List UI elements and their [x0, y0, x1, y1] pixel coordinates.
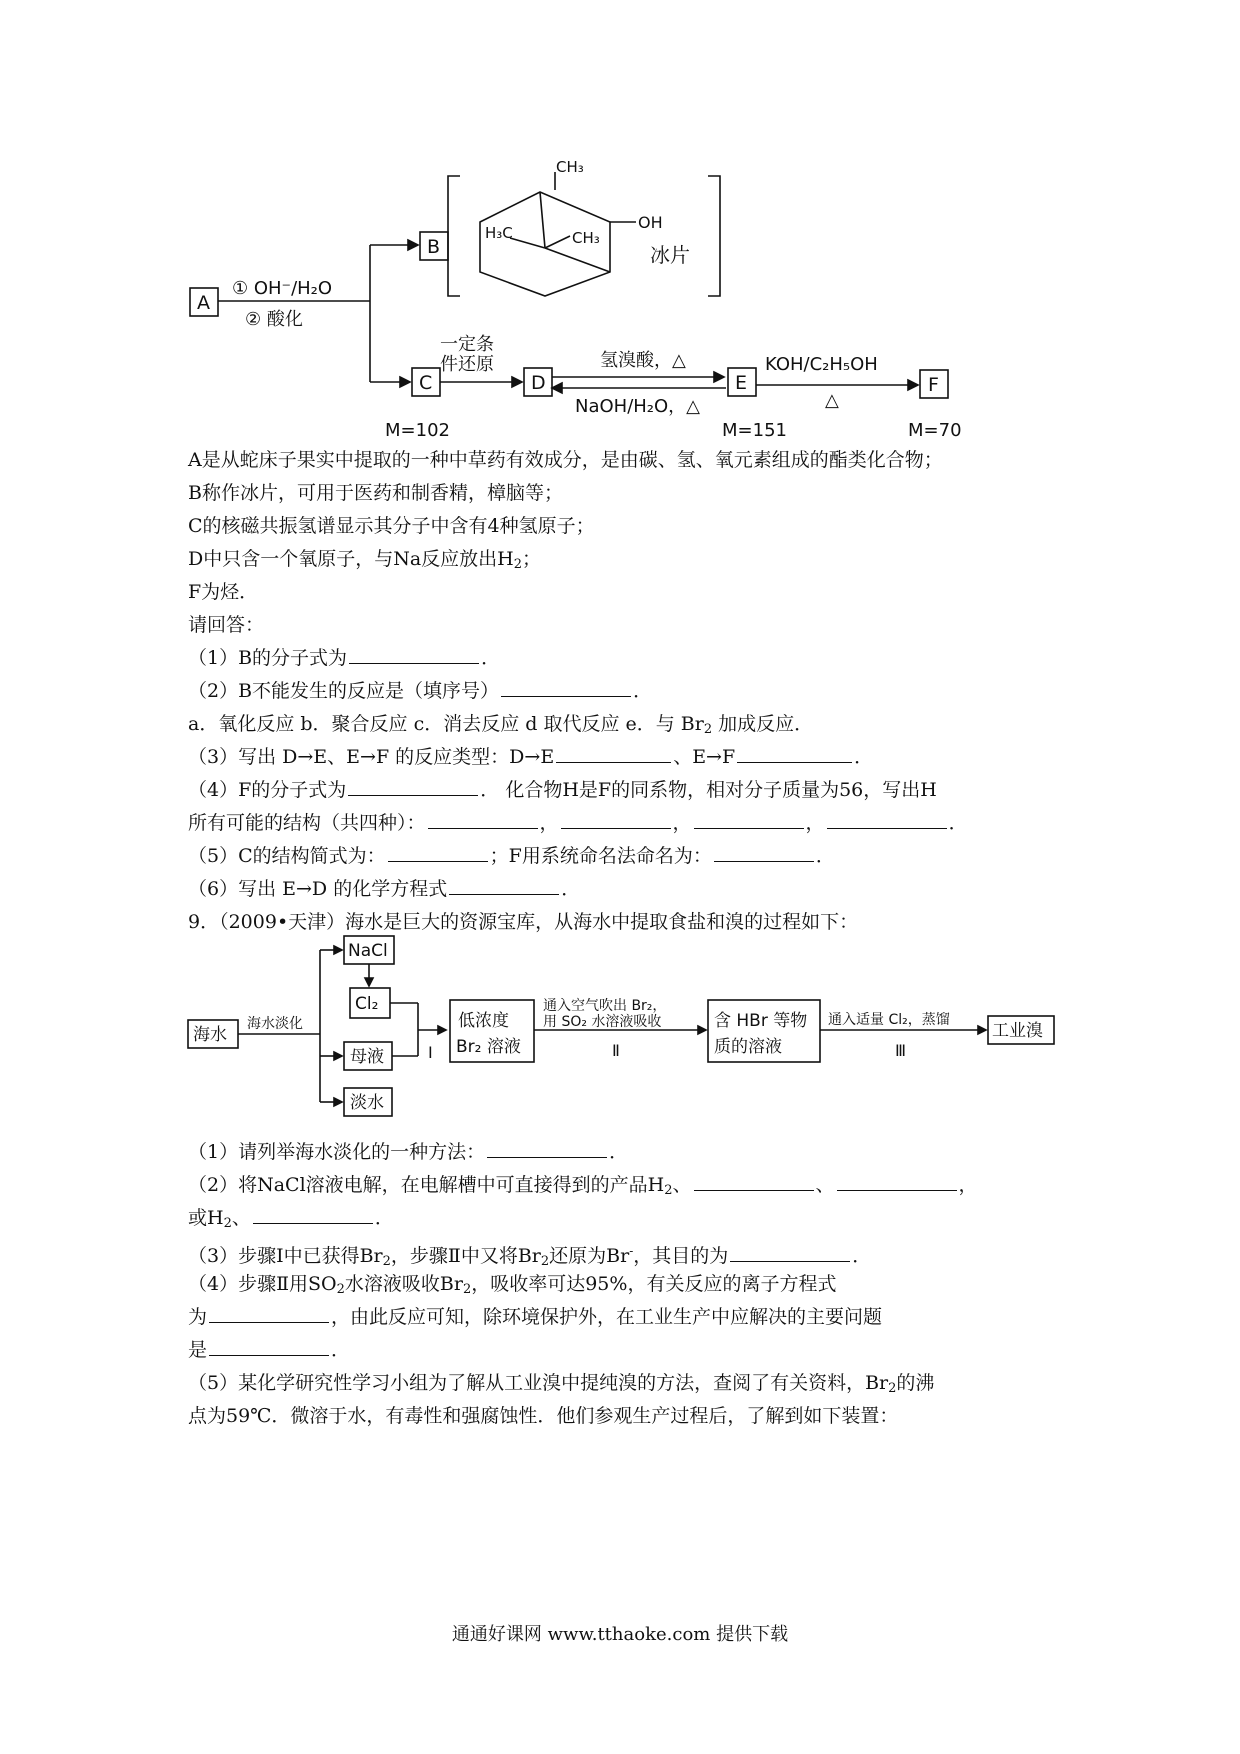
s4-b: 水溶液吸收Br — [344, 1273, 463, 1295]
text-p6: 请回答： — [188, 614, 265, 636]
answer-blank[interactable] — [837, 1174, 957, 1191]
answer-blank[interactable] — [388, 845, 488, 862]
group-oh: OH — [638, 213, 663, 232]
s2-d: ， — [958, 1174, 978, 1196]
answer-blank[interactable] — [737, 746, 852, 763]
bromine-process-diagram — [0, 930, 1240, 1120]
question-3 — [188, 745, 873, 769]
cond-de: 氢溴酸，△ — [600, 350, 686, 371]
box2-line1: 含 HBr 等物 — [714, 1011, 808, 1031]
q2-b: ． — [633, 680, 653, 702]
p4-a: D中只含一个氧原子，与Na反应放出H — [188, 548, 514, 570]
q2-a: （2）B不能发生的反应是（填序号） — [188, 680, 500, 702]
q2-opts-a: a．氧化反应 b．聚合反应 c．消去反应 d 取代反应 e．与 Br — [188, 713, 704, 735]
sub-4-cont — [188, 1305, 882, 1329]
cond-ef-1: KOH/C₂H₅OH — [765, 354, 878, 375]
sub-4 — [188, 1272, 836, 1302]
s3-e: ． — [852, 1245, 872, 1267]
node-f-label: F — [928, 374, 939, 396]
answer-blank[interactable] — [694, 1174, 814, 1191]
cond-ef-2: △ — [825, 390, 839, 411]
haishui-label: 海水 — [193, 1025, 227, 1045]
sub-1 — [188, 1140, 628, 1164]
group-ch3-top: CH₃ — [556, 158, 584, 176]
q1-b: ． — [481, 647, 501, 669]
question-1 — [188, 646, 500, 670]
s4-d: 为 — [188, 1306, 208, 1328]
s2-g: ． — [374, 1207, 394, 1229]
danhua-label: 海水淡化 — [247, 1016, 303, 1032]
text-p1: A是从蛇床子果实中提取的一种中草药有效成分，是由碳、氢、氧元素组成的酯类化合物； — [188, 449, 943, 471]
footer: 通通好课网 www.tthaoke.com 提供下载 — [451, 1624, 789, 1645]
nacl-label: NaCl — [348, 941, 388, 961]
s4-g: ． — [331, 1339, 351, 1361]
cl2-label: Cl₂ — [355, 994, 379, 1014]
sub-3 — [188, 1239, 871, 1274]
p4-b: ； — [522, 548, 542, 570]
question-9: 9．（2009•天津）海水是巨大的资源宝库，从海水中提取食盐和溴的过程如下： — [188, 911, 859, 933]
answer-blank[interactable] — [501, 680, 631, 697]
s3-sub1: 2 — [382, 1254, 391, 1269]
answer-blank[interactable] — [730, 1245, 850, 1262]
answer-blank[interactable] — [827, 812, 947, 829]
text-p3: C的核磁共振氢谱显示其分子中含有4种氢原子； — [188, 515, 595, 537]
answer-blank[interactable] — [348, 779, 478, 796]
s2-e: 或H — [188, 1207, 224, 1229]
s1-b: ． — [609, 1141, 629, 1163]
node-b-label: B — [427, 236, 441, 258]
q4-a: （4）F的分子式为 — [188, 779, 347, 801]
q3-b: 、E→F — [673, 746, 736, 768]
s3-b: ，步骤Ⅱ中又将Br — [390, 1245, 541, 1267]
question-5 — [188, 844, 835, 868]
s2-c: 、 — [815, 1174, 835, 1196]
gongye-label: 工业溴 — [992, 1021, 1043, 1041]
q1-a: （1）B的分子式为 — [188, 647, 348, 669]
text-p5: F为烃． — [188, 581, 259, 603]
text-p4 — [188, 547, 541, 577]
q5-b: ；F用系统命名法命名为： — [489, 845, 712, 867]
box2-line2: 质的溶液 — [714, 1037, 782, 1057]
question-4 — [188, 778, 937, 802]
node-c-label: C — [419, 372, 433, 394]
answer-blank[interactable] — [714, 845, 814, 862]
step2-label: Ⅱ — [612, 1041, 620, 1060]
q2-opts-b: 加成反应． — [712, 713, 814, 735]
s3-sub2: 2 — [540, 1254, 550, 1269]
s4-e: ，由此反应可知，除环境保护外，在工业生产中应解决的主要问题 — [331, 1306, 883, 1328]
arrow2-line2: 用 SO₂ 水溶液吸收 — [543, 1014, 662, 1030]
s2-b: 、 — [672, 1174, 692, 1196]
s3-d: ，其目的为 — [633, 1245, 729, 1267]
s5-sub: 2 — [888, 1381, 897, 1396]
answer-blank[interactable] — [209, 1306, 329, 1323]
q6-b: ． — [561, 878, 581, 900]
q4-b: ． 化合物H是F的同系物，相对分子质量为56，写出H — [480, 779, 937, 801]
answer-blank[interactable] — [349, 647, 479, 664]
q3-c: ． — [854, 746, 874, 768]
name-bingpian: 冰片 — [650, 243, 690, 267]
q4-d: ． — [948, 812, 968, 834]
mass-c: M=102 — [385, 420, 450, 440]
arrow2-line1: 通入空气吹出 Br₂， — [543, 998, 667, 1014]
answer-blank[interactable] — [487, 1141, 607, 1158]
cond-cd-2: 件还原 — [440, 354, 494, 375]
s5-a: （5）某化学研究性学习小组为了解从工业溴中提纯溴的方法，查阅了有关资料，Br — [188, 1372, 889, 1394]
question-6 — [188, 877, 580, 901]
q4-c: 所有可能的结构（共四种）： — [188, 812, 426, 834]
s4-f: 是 — [188, 1339, 208, 1361]
text-p2: B称作冰片，可用于医药和制香精，樟脑等； — [188, 482, 563, 504]
muye-label: 母液 — [350, 1047, 384, 1067]
answer-blank[interactable] — [253, 1207, 373, 1224]
q5-c: ． — [815, 845, 835, 867]
node-e-label: E — [735, 372, 748, 394]
question-2-options — [188, 712, 813, 742]
step1-label: Ⅰ — [428, 1043, 433, 1062]
step3-label: Ⅲ — [895, 1041, 907, 1060]
question-4-cont: 所有可能的结构（共四种）： ， ， ， ． — [188, 812, 968, 834]
answer-blank[interactable] — [556, 746, 671, 763]
sub-2-cont — [188, 1206, 394, 1236]
box1-line1: 低浓度 — [458, 1011, 509, 1031]
answer-blank[interactable] — [209, 1339, 329, 1356]
reaction-scheme-1 — [0, 0, 1240, 440]
s2-e-sub: 2 — [223, 1216, 232, 1231]
danshui-label: 淡水 — [350, 1093, 384, 1113]
q2-opts-sub: 2 — [703, 722, 713, 737]
answer-blank[interactable] — [694, 812, 804, 829]
s2-f: 、 — [231, 1207, 251, 1229]
p4-sub: 2 — [513, 557, 523, 572]
s5-b: 的沸 — [896, 1372, 935, 1394]
s4-sub1: 2 — [336, 1282, 345, 1297]
q5-a: （5）C的结构简式为： — [188, 845, 386, 867]
question-2 — [188, 679, 652, 703]
answer-blank[interactable] — [449, 878, 559, 895]
node-a-label: A — [197, 292, 210, 314]
q6-a: （6）写出 E→D 的化学方程式 — [188, 878, 448, 900]
s3-sup: - — [629, 1244, 634, 1258]
arrow3-label: 通入适量 Cl₂，蒸馏 — [828, 1012, 950, 1028]
cond-a1: ① OH⁻/H₂O — [232, 278, 333, 299]
cond-cd-1: 一定条 — [440, 334, 494, 355]
answer-blank[interactable] — [561, 812, 671, 829]
s4-sub2: 2 — [462, 1282, 472, 1297]
s4-c: ，吸收率可达95%，有关反应的离子方程式 — [471, 1273, 837, 1295]
sub-4-cont2 — [188, 1338, 350, 1362]
mass-e: M=151 — [722, 420, 787, 440]
box1-line2: Br₂ 溶液 — [456, 1037, 521, 1057]
answer-blank[interactable] — [428, 812, 538, 829]
sub-2 — [188, 1173, 978, 1203]
s2-a: （2）将NaCl溶液电解，在电解槽中可直接得到的产品H — [188, 1174, 665, 1196]
s3-c: 还原为Br — [549, 1245, 630, 1267]
group-ch3-right: CH₃ — [572, 229, 600, 247]
sub-5-cont: 点为59℃．微溶于水，有毒性和强腐蚀性．他们参观生产过程后，了解到如下装置： — [188, 1405, 899, 1427]
node-d-label: D — [531, 372, 546, 394]
mass-f: M=70 — [908, 420, 962, 440]
s3-a: （3）步骤Ⅰ中已获得Br — [188, 1245, 383, 1267]
cond-a2: ② 酸化 — [245, 309, 303, 330]
group-h3c-left: H₃C — [485, 224, 513, 242]
q3-a: （3）写出 D→E、E→F 的反应类型：D→E — [188, 746, 555, 768]
s2-sub: 2 — [664, 1183, 673, 1198]
s4-a: （4）步骤Ⅱ用SO — [188, 1273, 337, 1295]
s1-a: （1）请列举海水淡化的一种方法： — [188, 1141, 486, 1163]
cond-ed: NaOH/H₂O，△ — [575, 396, 701, 417]
sub-5 — [188, 1371, 934, 1401]
